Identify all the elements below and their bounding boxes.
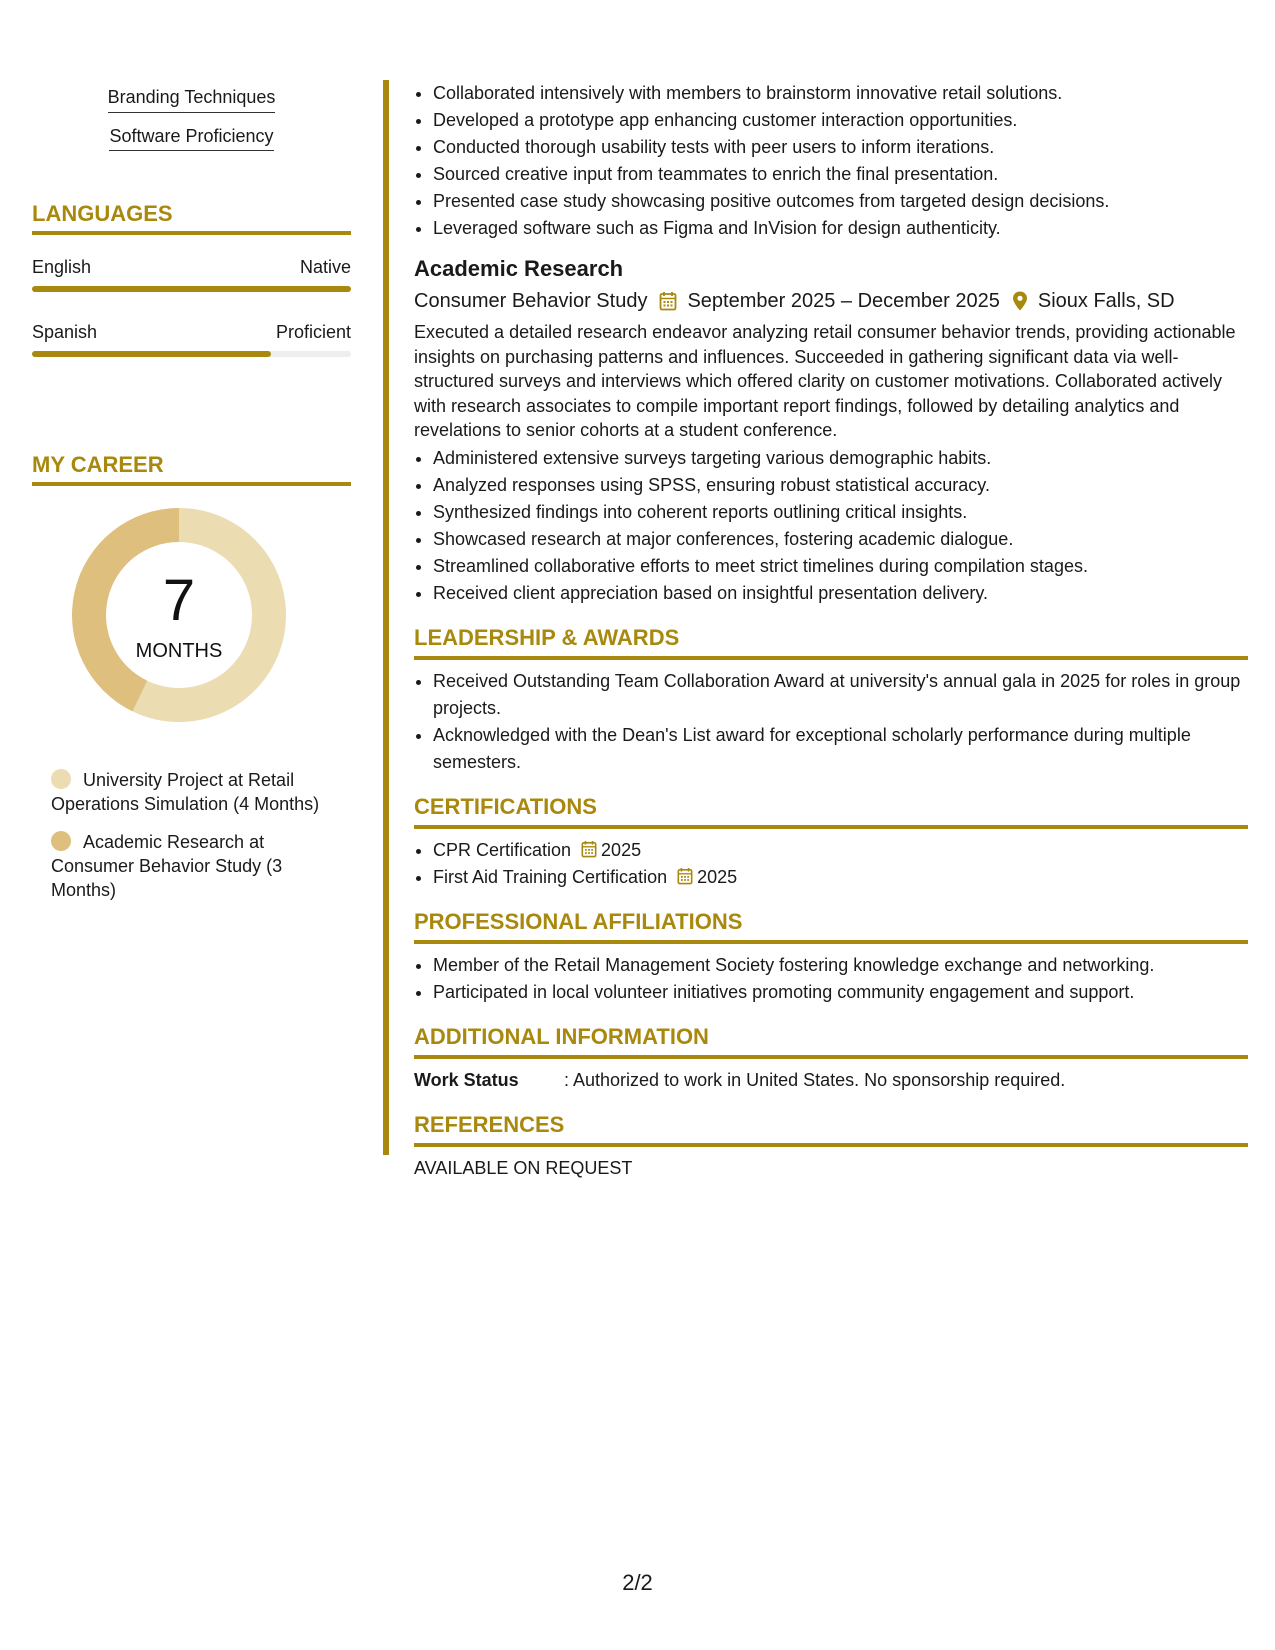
skill-item: Software Proficiency: [109, 125, 273, 152]
language-name: Spanish: [32, 322, 98, 342]
research-bullet-list: [414, 445, 1248, 607]
career-section: [32, 452, 351, 900]
column-divider: [383, 80, 389, 1155]
legend-label: University Project at Retail Operations Simulation (4 Months): [51, 770, 320, 814]
list-item: • Streamlined collaborative efforts to meet strict timelines during compilation stages.: [433, 553, 1248, 580]
certification-name: First Aid Training Certification: [433, 866, 668, 887]
language-bar: [32, 286, 351, 292]
career-heading: MY CAREER: [32, 452, 351, 486]
certification-item: [433, 837, 1248, 864]
list-item: • Participated in local volunteer initiatives promoting community engagement and support.: [433, 979, 1248, 1006]
list-item: • Synthesized findings into coherent reports outlining critical insights.: [433, 499, 1248, 526]
language-bar-fill: [32, 351, 271, 357]
work-status-label: Work Status: [414, 1069, 519, 1090]
leadership-heading: LEADERSHIP & AWARDS: [414, 623, 1248, 660]
list-item: • Member of the Retail Management Society fostering knowledge exchange and networking.: [433, 952, 1248, 979]
list-item: • Leveraged software such as Figma and InVision for design authenticity.: [433, 215, 1248, 242]
affiliations-list: [414, 952, 1248, 1006]
certifications-heading: CERTIFICATIONS: [414, 792, 1248, 829]
language-level: Proficient: [275, 322, 351, 342]
work-status-row: [414, 1067, 1248, 1094]
list-item: • Administered extensive surveys targeting various demographic habits.: [433, 445, 1248, 472]
list-item: • Received client appreciation based on insightful presentation delivery.: [433, 580, 1248, 607]
language-bar: [32, 351, 351, 357]
list-item: • Showcased research at major conferences, fostering academic dialogue.: [433, 526, 1248, 553]
main-column: [414, 80, 1248, 1182]
certification-year: 2025: [601, 839, 642, 860]
legend-item: [51, 768, 321, 816]
list-item: • Sourced creative input from teammates to enrich the final presentation.: [433, 161, 1248, 188]
entry-meta: [414, 286, 1248, 316]
list-item: • Conducted thorough usability tests with peer users to inform iterations.: [433, 134, 1248, 161]
legend-item: [51, 830, 321, 902]
career-total-number: 7: [162, 568, 196, 633]
project-bullet-list: [414, 80, 1248, 242]
list-item: • Analyzed responses using SPSS, ensuring robust statistical accuracy.: [433, 472, 1248, 499]
work-status-value: : Authorized to work in United States. No sponsorship required.: [564, 1069, 1066, 1090]
skill-list: [32, 86, 351, 151]
skill-item: Branding Techniques: [108, 86, 276, 113]
sidebar: [32, 82, 351, 900]
calendar-icon: [581, 840, 597, 858]
list-item: • Collaborated intensively with members to brainstorm innovative retail solutions.: [433, 80, 1248, 107]
language-row: [32, 257, 351, 278]
legend-dot-icon: [51, 769, 71, 789]
career-legend: [51, 768, 321, 916]
language-level: Native: [299, 257, 351, 277]
languages-section: [32, 201, 351, 357]
language-bar-fill: [32, 286, 351, 292]
page-number: 2/2: [622, 1570, 653, 1595]
calendar-icon: [659, 291, 677, 311]
additional-info-heading: ADDITIONAL INFORMATION: [414, 1022, 1248, 1059]
entry-dates: September 2025 – December 2025: [687, 290, 1000, 312]
location-pin-icon: [1012, 291, 1028, 311]
career-total-unit: MONTHS: [135, 640, 223, 662]
entry-location: Sioux Falls, SD: [1037, 290, 1175, 312]
certification-year: 2025: [697, 866, 738, 887]
language-row: [32, 322, 351, 343]
entry-organization: Consumer Behavior Study: [414, 290, 648, 312]
entry-description: Executed a detailed research endeavor analyzing retail consumer behavior trends, providing actionable insights on purchasing patterns and influences. Succeeded in gathering significant data via well-structured surveys and interviews which offered clarity on customer motivations. Collaborated actively with research associates to compile important report findings, followed by detailing analytics and revelations to senior cohorts at a student conference.: [414, 322, 1236, 440]
entry-title: Academic Research: [414, 256, 624, 281]
language-name: English: [32, 257, 92, 277]
languages-heading: LANGUAGES: [32, 201, 351, 235]
legend-label: Academic Research at Consumer Behavior Study (3 Months): [51, 832, 283, 900]
career-donut-chart: [64, 500, 294, 730]
list-item: • Received Outstanding Team Collaboration Award at university's annual gala in 2025 for roles in group projects.: [433, 668, 1248, 722]
references-heading: REFERENCES: [414, 1110, 1248, 1147]
list-item: • Acknowledged with the Dean's List award for exceptional scholarly performance during multiple semesters.: [433, 722, 1248, 776]
list-item: • Presented case study showcasing positive outcomes from targeted design decisions.: [433, 188, 1248, 215]
legend-dot-icon: [51, 831, 71, 851]
leadership-list: [414, 668, 1248, 776]
affiliations-heading: PROFESSIONAL AFFILIATIONS: [414, 907, 1248, 944]
certifications-list: [414, 837, 1248, 891]
calendar-icon: [677, 867, 693, 885]
certification-name: CPR Certification: [433, 839, 572, 860]
references-text: AVAILABLE ON REQUEST: [414, 1157, 633, 1178]
list-item: • Developed a prototype app enhancing customer interaction opportunities.: [433, 107, 1248, 134]
certification-item: [433, 864, 1248, 891]
